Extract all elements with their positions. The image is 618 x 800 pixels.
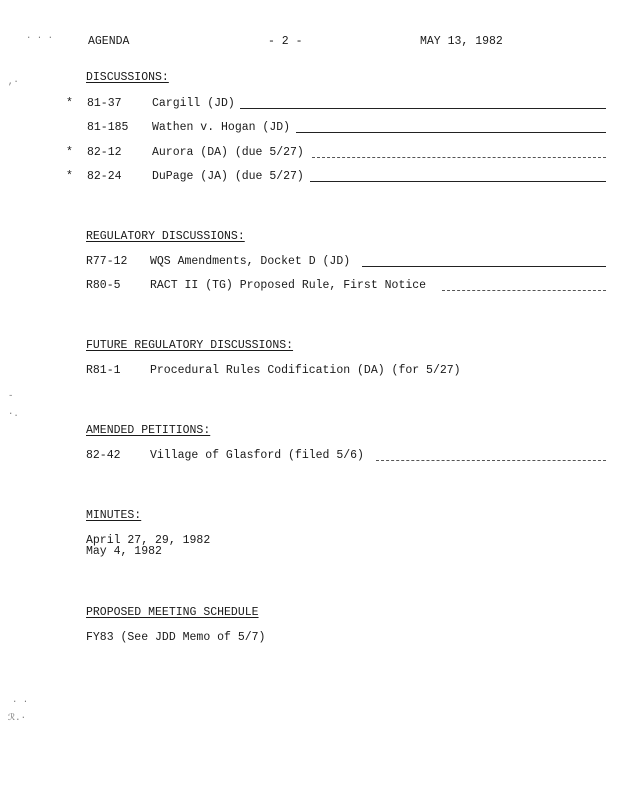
meeting-schedule-heading: PROPOSED MEETING SCHEDULE [86,606,259,619]
minutes-date: May 4, 1982 [86,545,162,558]
item-number: 82-24 [87,170,122,183]
scan-speck-3: - [8,391,14,401]
notes-line [376,460,606,461]
notes-line [312,157,606,158]
item-text: Aurora (DA) (due 5/27) [152,146,304,159]
header-title: AGENDA [88,35,130,48]
header-date: MAY 13, 1982 [420,35,503,48]
notes-line [362,266,606,267]
priority-star: * [66,146,73,159]
meeting-schedule-line: FY83 (See JDD Memo of 5/7) [86,631,266,644]
minutes-date: April 27, 29, 1982 [86,534,211,547]
item-text: Wathen v. Hogan (JD) [152,121,291,134]
scan-speck-6: ℛ.· [8,713,26,723]
item-number: R77-12 [86,255,128,268]
minutes-heading: MINUTES: [86,509,142,522]
item-number: 81-185 [87,121,129,134]
future-regulatory-heading: FUTURE REGULATORY DISCUSSIONS: [86,339,294,352]
item-number: 81-37 [87,97,122,110]
item-number: 82-42 [86,449,121,462]
scan-speck-2: ,· [8,77,19,87]
item-text: Cargill (JD) [152,97,235,110]
item-text: RACT II (TG) Proposed Rule, First Notice [150,279,427,292]
item-number: R81-1 [86,364,121,377]
item-text: Procedural Rules Codification (DA) (for 5/27) [150,364,461,377]
item-text: WQS Amendments, Docket D (JD) [150,255,351,268]
item-number: 82-12 [87,146,122,159]
page-number: - 2 - [268,35,303,48]
item-text: Village of Glasford (filed 5/6) [150,449,364,462]
notes-line [296,132,606,133]
priority-star: * [66,170,73,183]
item-text: DuPage (JA) (due 5/27) [152,170,304,183]
priority-star: * [66,97,73,110]
notes-line [442,290,606,291]
scan-speck-5: · · [12,697,29,707]
scan-speck-1: · · · [26,33,54,43]
discussions-heading: DISCUSSIONS: [86,71,169,84]
regulatory-heading: REGULATORY DISCUSSIONS: [86,230,245,243]
amended-petitions-heading: AMENDED PETITIONS: [86,424,211,437]
scan-speck-4: ·. [8,409,19,419]
notes-line [310,181,606,182]
item-number: R80-5 [86,279,121,292]
notes-line [240,108,606,109]
